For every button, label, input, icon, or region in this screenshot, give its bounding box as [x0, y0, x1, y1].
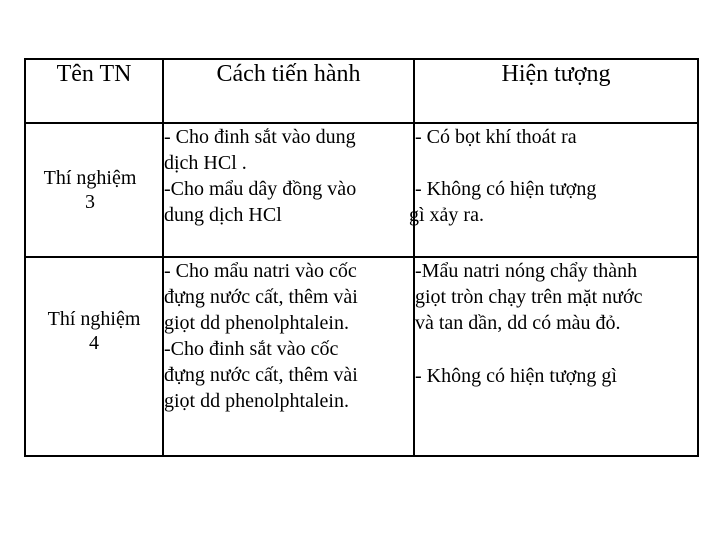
experiment-name-cell [25, 123, 163, 257]
observation-cell [409, 123, 698, 257]
procedure-line: dung dịch HCl [164, 204, 282, 226]
procedure-line: - Cho mẩu natri vào cốc [164, 260, 357, 282]
header-observation: Hiện tượng [414, 59, 698, 123]
experiment-table [24, 58, 699, 457]
observation-cell [414, 257, 698, 456]
header-experiment-name: Tên TN [25, 59, 163, 123]
procedure-cell [163, 123, 414, 257]
procedure-cell [163, 257, 414, 456]
table-row [25, 123, 698, 257]
procedure-line: đựng nước cất, thêm vài [164, 364, 358, 386]
procedure-line: đựng nước cất, thêm vài [164, 286, 358, 308]
table-row [25, 257, 698, 456]
observation-line: - Không có hiện tượng [415, 178, 597, 200]
procedure-line: giọt dd phenolphtalein. [164, 312, 349, 334]
experiment-number: 3 [85, 191, 95, 213]
procedure-line: - Cho đinh sắt vào dung [164, 126, 356, 148]
observation-line: gì xảy ra. [409, 204, 484, 226]
observation-line: -Mẩu natri nóng chẩy thành [415, 260, 638, 282]
experiment-number: 4 [89, 331, 99, 354]
observation-line: giọt tròn chạy trên mặt nước [415, 286, 643, 308]
experiment-name-cell [25, 257, 163, 456]
observation-line: - Không có hiện tượng gì [415, 365, 617, 387]
experiment-name-label: Thí nghiệm [43, 167, 137, 189]
header-procedure: Cách tiến hành [163, 59, 414, 123]
procedure-line: dịch HCl . [164, 152, 247, 174]
procedure-line: giọt dd phenolphtalein. [164, 390, 349, 412]
observation-line: và tan dần, dd có màu đỏ. [415, 312, 621, 334]
observation-line: - Có bọt khí thoát ra [415, 126, 577, 148]
procedure-line: -Cho mẩu dây đồng vào [164, 178, 357, 200]
table-header-row [25, 59, 698, 123]
experiment-name-label: Thí nghiệm [47, 307, 141, 330]
procedure-line: -Cho đinh sắt vào cốc [164, 338, 339, 360]
